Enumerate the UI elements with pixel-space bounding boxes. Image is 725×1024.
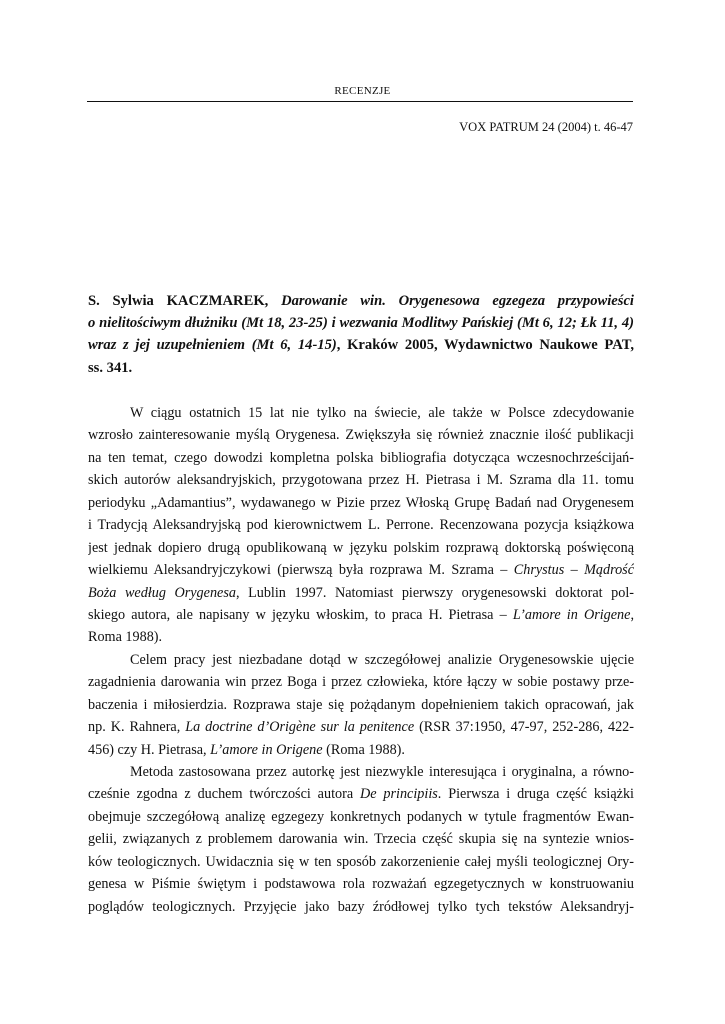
body-line bbox=[88, 626, 634, 648]
body-text-run: , Lublin 1997. Natomiast pierwszy orygenesowski doktorat pol- bbox=[235, 584, 634, 601]
journal-reference: VOX PATRUM 24 (2004) t. 46-47 bbox=[459, 120, 633, 134]
body-line bbox=[88, 492, 634, 514]
body-text-run: skich autorów aleksandryjskich, przygotowana przez H. Pietrasa i M. Szrama dla 11. tomu bbox=[88, 472, 634, 489]
body-text-run: na ten temat, czego dowodzi kompletna polska bibliografia dotycząca wczesnochrześcijań- bbox=[88, 449, 634, 466]
body-line bbox=[88, 649, 634, 671]
body-text-run: (Roma 1988). bbox=[322, 741, 405, 758]
body-text-run: jest jednak dopiero drugą opublikowaną w języku polskim rozprawą doktorską poświęconą bbox=[88, 539, 634, 556]
title-text-run: S. Sylwia KACZMAREK, bbox=[88, 293, 282, 309]
body-text-run: Chrystus – Mądrość bbox=[513, 562, 634, 579]
body-text-run: periodyku „Adamantius”, wydawanego w Pizie przez Włoską Grupę Badań nad Orygenesem bbox=[88, 494, 634, 511]
body-text-run: L’amore in Origene bbox=[210, 741, 323, 758]
title-text-run: , Kraków 2005, Wydawnictwo Naukowe PAT, bbox=[336, 337, 634, 354]
body-line bbox=[88, 806, 634, 828]
body-line bbox=[88, 402, 634, 424]
body-text-run: . Pierwsza i druga część książki bbox=[437, 786, 634, 803]
review-title bbox=[88, 290, 634, 379]
body-text-run: obejmuje szczegółową analizę egzegezy konkretnych podanych w tytule fragmentów Ewan- bbox=[88, 808, 634, 825]
title-line bbox=[88, 357, 634, 379]
body-text-run: baczenia i miłosierdzia. Rozprawa staje się pożądanym dopełnieniem takich opracowań, jak bbox=[88, 696, 634, 713]
body-text-run: cześnie zgodna z duchem twórczości autora bbox=[88, 786, 360, 803]
body-line bbox=[88, 671, 634, 693]
body-text-run: 456) czy H. Pietrasa, bbox=[88, 741, 211, 758]
title-text-run: wraz z jej uzupełnieniem (Mt 6, 14-15) bbox=[88, 337, 337, 354]
body-text-run: , bbox=[630, 606, 634, 623]
body-text-run: (RSR 37:1950, 47-97, 252-286, 422- bbox=[414, 719, 634, 736]
title-line bbox=[88, 334, 634, 356]
review-body bbox=[88, 402, 634, 918]
section-header: RECENZJE bbox=[334, 85, 391, 97]
body-line bbox=[88, 828, 634, 850]
body-line bbox=[88, 783, 634, 805]
body-line bbox=[88, 559, 634, 581]
body-text-run: skiego autora, ale napisany w języku włoskim, to praca H. Pietrasa – bbox=[88, 606, 513, 623]
body-text-run: wzrosło zainteresowanie myślą Orygenesa. Zwiększyła się również znacznie ilość publikacji bbox=[88, 427, 634, 444]
body-text-run: Boża według Orygenesa bbox=[88, 584, 236, 601]
header-rule bbox=[87, 101, 633, 102]
body-line bbox=[88, 739, 634, 761]
body-line bbox=[88, 761, 634, 783]
body-line bbox=[88, 694, 634, 716]
body-text-run: i Tradycją Aleksandryjską pod kierownictwem L. Perrone. Recenzowana pozycja książkowa bbox=[88, 517, 634, 534]
body-line bbox=[88, 604, 634, 626]
body-line bbox=[88, 514, 634, 536]
body-text-run: np. K. Rahnera, bbox=[88, 719, 186, 736]
body-text-run: Celem pracy jest niezbadane dotąd w szczegółowej analizie Orygenesowskie ujęcie bbox=[130, 651, 634, 668]
body-text-run: gelii, związanych z problemem darowania win. Trzecia część skupia się na syntezie wnios- bbox=[88, 831, 634, 848]
body-line bbox=[88, 873, 634, 895]
body-text-run: Metoda zastosowana przez autorkę jest niezwykle interesująca i oryginalna, a równo- bbox=[130, 764, 634, 780]
body-line bbox=[88, 896, 634, 918]
body-text-run: genesa w Piśmie świętym i podstawowa rola rozważań egzegetycznych w konstruowaniu bbox=[88, 876, 634, 893]
title-text-run: o nielitościwym dłużniku (Mt 18, 23-25) i wezwania Modlitwy Pańskiej (Mt 6, 12; Łk 11, 4) bbox=[88, 315, 634, 332]
body-line bbox=[88, 851, 634, 873]
body-line bbox=[88, 537, 634, 559]
body-text-run: Roma 1988). bbox=[88, 629, 163, 646]
body-text-run: L’amore in Origene bbox=[512, 606, 631, 623]
body-text-run: La doctrine d’Origène sur la penitence bbox=[185, 719, 415, 736]
body-line bbox=[88, 447, 634, 469]
body-line bbox=[88, 424, 634, 446]
body-text-run: poglądów teologicznych. Przyjęcie jako bazy źródłowej tylko tych tekstów Aleksandryj- bbox=[88, 898, 634, 915]
body-text-run: W ciągu ostatnich 15 lat nie tylko na świecie, ale także w Polsce zdecydowanie bbox=[130, 405, 634, 421]
title-text-run: Darowanie win. Orygenesowa egzegeza przypowieści bbox=[281, 293, 634, 309]
body-text-run: ków teologicznych. Uwidacznia się w ten sposób zakorzenienie całej myśli teologicznej Ory- bbox=[88, 853, 634, 870]
body-text-run: zagadnienia darowania win przez Boga i przez człowieka, które łączy w sobie postawy prze- bbox=[88, 674, 634, 691]
body-text-run: De principiis bbox=[360, 786, 438, 803]
body-line bbox=[88, 582, 634, 604]
body-line bbox=[88, 716, 634, 738]
title-text-run: ss. 341. bbox=[88, 359, 133, 376]
body-line bbox=[88, 469, 634, 491]
title-line bbox=[88, 312, 634, 334]
title-line bbox=[88, 290, 634, 312]
body-text-run: wielkiemu Aleksandryjczykowi (pierwszą była rozprawa M. Szrama – bbox=[88, 562, 514, 579]
